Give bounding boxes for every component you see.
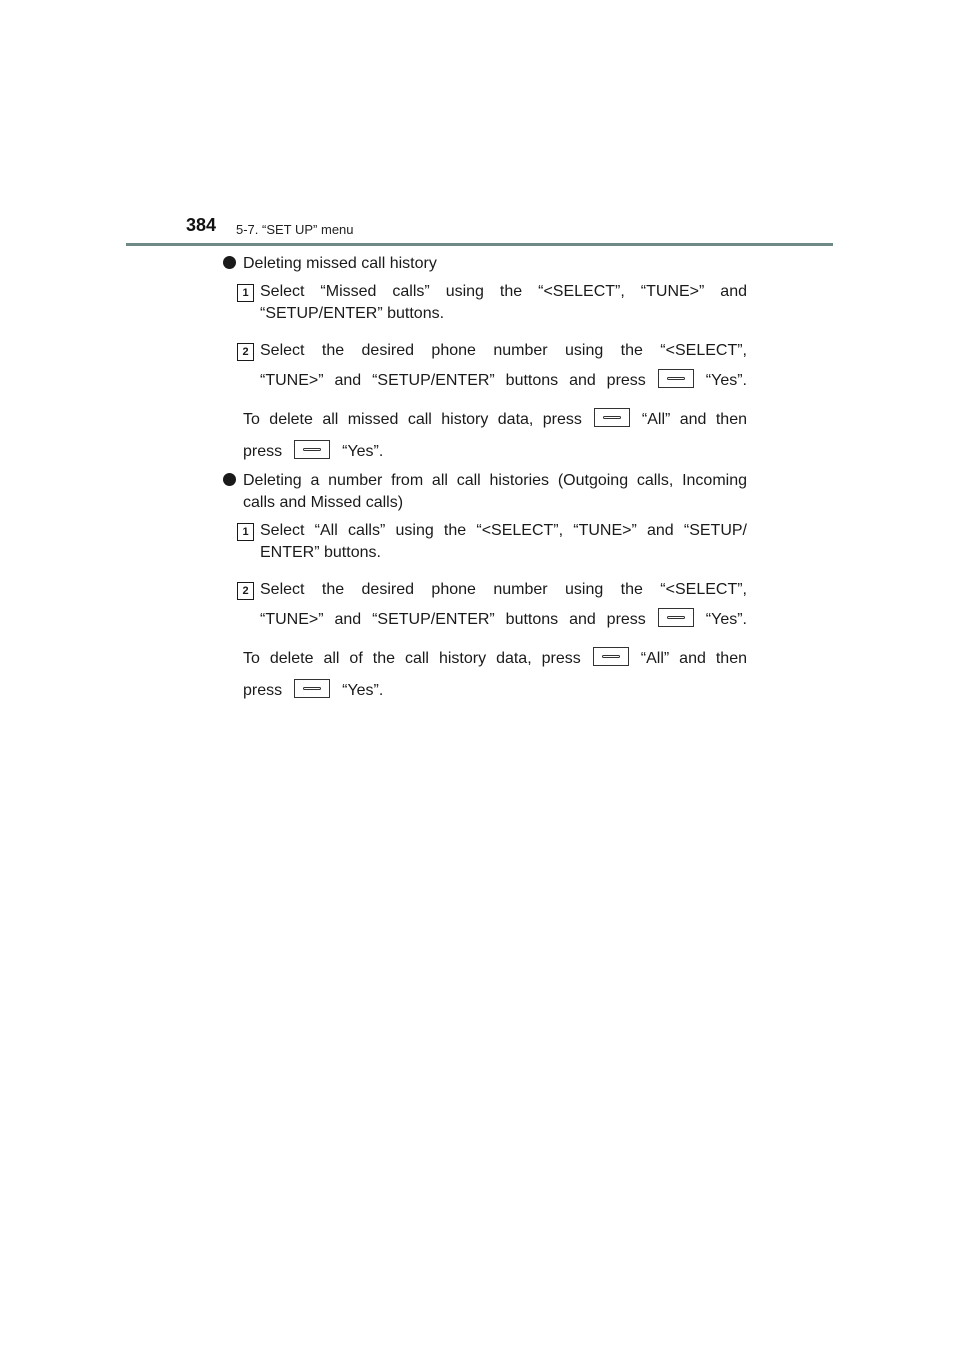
note-text-segment: To delete all missed call history data, press — [243, 411, 582, 428]
note-text-segment: “All” and then — [641, 411, 748, 428]
bullet-heading-line: Deleting a number from all call histories (Outgoing calls, Incoming — [243, 472, 747, 489]
step-text-line: Select the desired phone number using the “<SELECT”, — [260, 342, 747, 359]
header-rule — [126, 243, 833, 246]
bullet-icon — [223, 256, 236, 269]
page-number: 384 — [186, 215, 217, 235]
step-text-segment: “TUNE>” and “SETUP/ENTER” buttons and press — [260, 372, 646, 389]
step-text-line: Select “Missed calls” using the “<SELECT”, “TUNE>” and — [260, 283, 747, 300]
note-delete-all — [223, 643, 747, 707]
bullet-icon — [223, 473, 236, 486]
softkey-button-icon — [658, 608, 694, 627]
section-title: 5-7. “SET UP” menu — [236, 222, 354, 237]
note-text-segment: press — [243, 682, 283, 699]
step-number-icon: 1 — [237, 523, 254, 541]
step-text-line: Select “All calls” using the “<SELECT”, “TUNE>” and “SETUP/ — [260, 522, 747, 539]
note-delete-missed — [223, 404, 747, 468]
softkey-button-icon — [658, 369, 694, 388]
bullet-heading-line: calls and Missed calls) — [243, 494, 404, 511]
note-text-segment: press — [243, 443, 283, 460]
step-number-icon: 2 — [237, 582, 254, 600]
step-number-icon: 1 — [237, 284, 254, 302]
note-text-line — [243, 436, 747, 468]
step-text-line — [260, 605, 747, 635]
page-content — [223, 253, 747, 707]
softkey-button-icon — [294, 440, 330, 459]
step-text-line: ENTER” buttons. — [260, 544, 381, 561]
softkey-button-icon — [294, 679, 330, 698]
step-number-icon: 2 — [237, 343, 254, 361]
note-text-line — [243, 404, 747, 436]
bullet-missed-calls — [223, 253, 747, 275]
note-text-segment: “Yes”. — [342, 682, 384, 699]
bullet-heading: Deleting missed call history — [243, 255, 437, 272]
note-text-line — [243, 643, 747, 675]
step-text-segment: “Yes”. — [705, 372, 747, 389]
step-text-line: “SETUP/ENTER” buttons. — [260, 305, 445, 322]
step-2-missed — [223, 336, 747, 396]
softkey-button-icon — [593, 647, 629, 666]
step-text-line — [260, 366, 747, 396]
note-text-segment: To delete all of the call history data, press — [243, 650, 581, 667]
step-text-segment: “TUNE>” and “SETUP/ENTER” buttons and press — [260, 611, 646, 628]
softkey-button-icon — [594, 408, 630, 427]
step-1-missed — [223, 281, 747, 325]
step-text-line: Select the desired phone number using the “<SELECT”, — [260, 581, 747, 598]
note-text-segment: “All” and then — [640, 650, 747, 667]
bullet-all-calls — [223, 470, 747, 514]
step-text-segment: “Yes”. — [705, 611, 747, 628]
step-2-all — [223, 575, 747, 635]
note-text-line — [243, 675, 747, 707]
note-text-segment: “Yes”. — [342, 443, 384, 460]
step-1-all — [223, 520, 747, 564]
